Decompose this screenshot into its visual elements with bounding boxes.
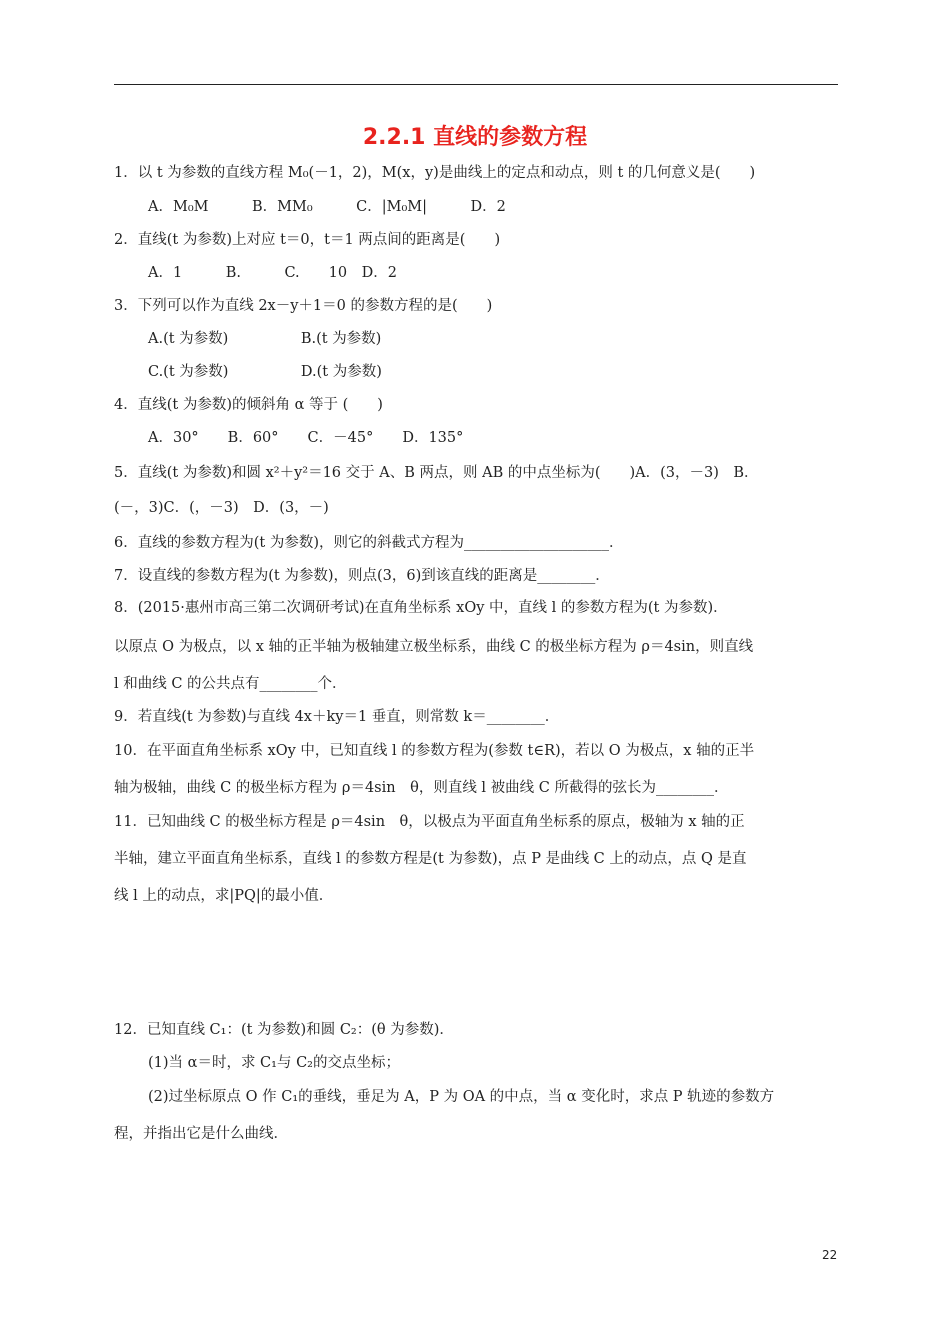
q8-stem-line1: 8．(2015·惠州市高三第二次调研考试)在直角坐标系 xOy 中，直线 l 的参数方程为(t 为参数)． [114,600,728,616]
q3-stem: 3．下列可以作为直线 2x－y＋1＝0 的参数方程的是( ) [114,298,493,314]
q10-stem-line2: 轴为极轴，曲线 C 的极坐标方程为 ρ＝4sin θ，则直线 l 被曲线 C 所截得的弦长为________． [114,780,729,796]
q3-options-cd: C.(t 为参数) D.(t 为参数) [148,364,382,380]
header-rule [114,84,838,85]
q7-stem: 7．设直线的参数方程为(t 为参数)，则点(3，6)到该直线的距离是________． [114,568,610,584]
page-title: 2.2.1 直线的参数方程 [362,125,588,150]
q10-stem-line1: 10．在平面直角坐标系 xOy 中，已知直线 l 的参数方程为(参数 t∈R)，若以 O 为极点，x 轴的正半 [114,743,755,759]
q6-stem: 6．直线的参数方程为(t 为参数)，则它的斜截式方程为____________________． [114,535,624,551]
q5-options: (－，3)C．(，－3) D．(3，－) [114,500,329,516]
q12-part2-line1: (2)过坐标原点 O 作 C₁的垂线，垂足为 A，P 为 OA 的中点，当 α 变化时，求点 P 轨迹的参数方 [148,1089,775,1105]
q11-stem-line2: 半轴，建立平面直角坐标系，直线 l 的参数方程是(t 为参数)，点 P 是曲线 C 上的动点，点 Q 是直 [114,851,747,867]
q12-stem: 12．已知直线 C₁：(t 为参数)和圆 C₂：(θ 为参数)． [114,1022,454,1038]
q8-stem-line3: l 和曲线 C 的公共点有________个． [114,676,347,692]
q2-options: A．1 B. C. 10 D．2 [148,265,397,281]
q3-options-ab: A.(t 为参数) B.(t 为参数) [148,331,382,347]
q12-part2-line2: 程，并指出它是什么曲线． [114,1126,288,1142]
q4-options: A．30° B．60° C．－45° D．135° [148,430,464,446]
q8-stem-line2: 以原点 O 为极点，以 x 轴的正半轴为极轴建立极坐标系，曲线 C 的极坐标方程为 ρ＝4sin，则直线 [114,639,754,655]
page-number: 22 [822,1248,838,1262]
q11-stem-line3: 线 l 上的动点，求|PQ|的最小值． [114,888,334,904]
q1-stem: 1．以 t 为参数的直线方程 M₀(－1，2)，M(x，y)是曲线上的定点和动点，则 t 的几何意义是( ) [114,165,756,181]
q5-stem: 5．直线(t 为参数)和圆 x²＋y²＝16 交于 A、B 两点，则 AB 的中点坐标为( )A．(3，－3) B． [114,465,759,481]
q1-options: A．M₀M B．MM₀ C．|M₀M| D．2 [148,199,506,215]
q11-stem-line1: 11．已知曲线 C 的极坐标方程是 ρ＝4sin θ，以极点为平面直角坐标系的原点，极轴为 x 轴的正 [114,814,745,830]
q12-part1: (1)当 α＝时，求 C₁与 C₂的交点坐标； [148,1055,400,1071]
q9-stem: 9．若直线(t 为参数)与直线 4x＋ky＝1 垂直，则常数 k＝________． [114,709,560,725]
q2-stem: 2．直线(t 为参数)上对应 t＝0，t＝1 两点间的距离是( ) [114,232,501,248]
q4-stem: 4．直线(t 为参数)的倾斜角 α 等于 ( ) [114,397,383,413]
